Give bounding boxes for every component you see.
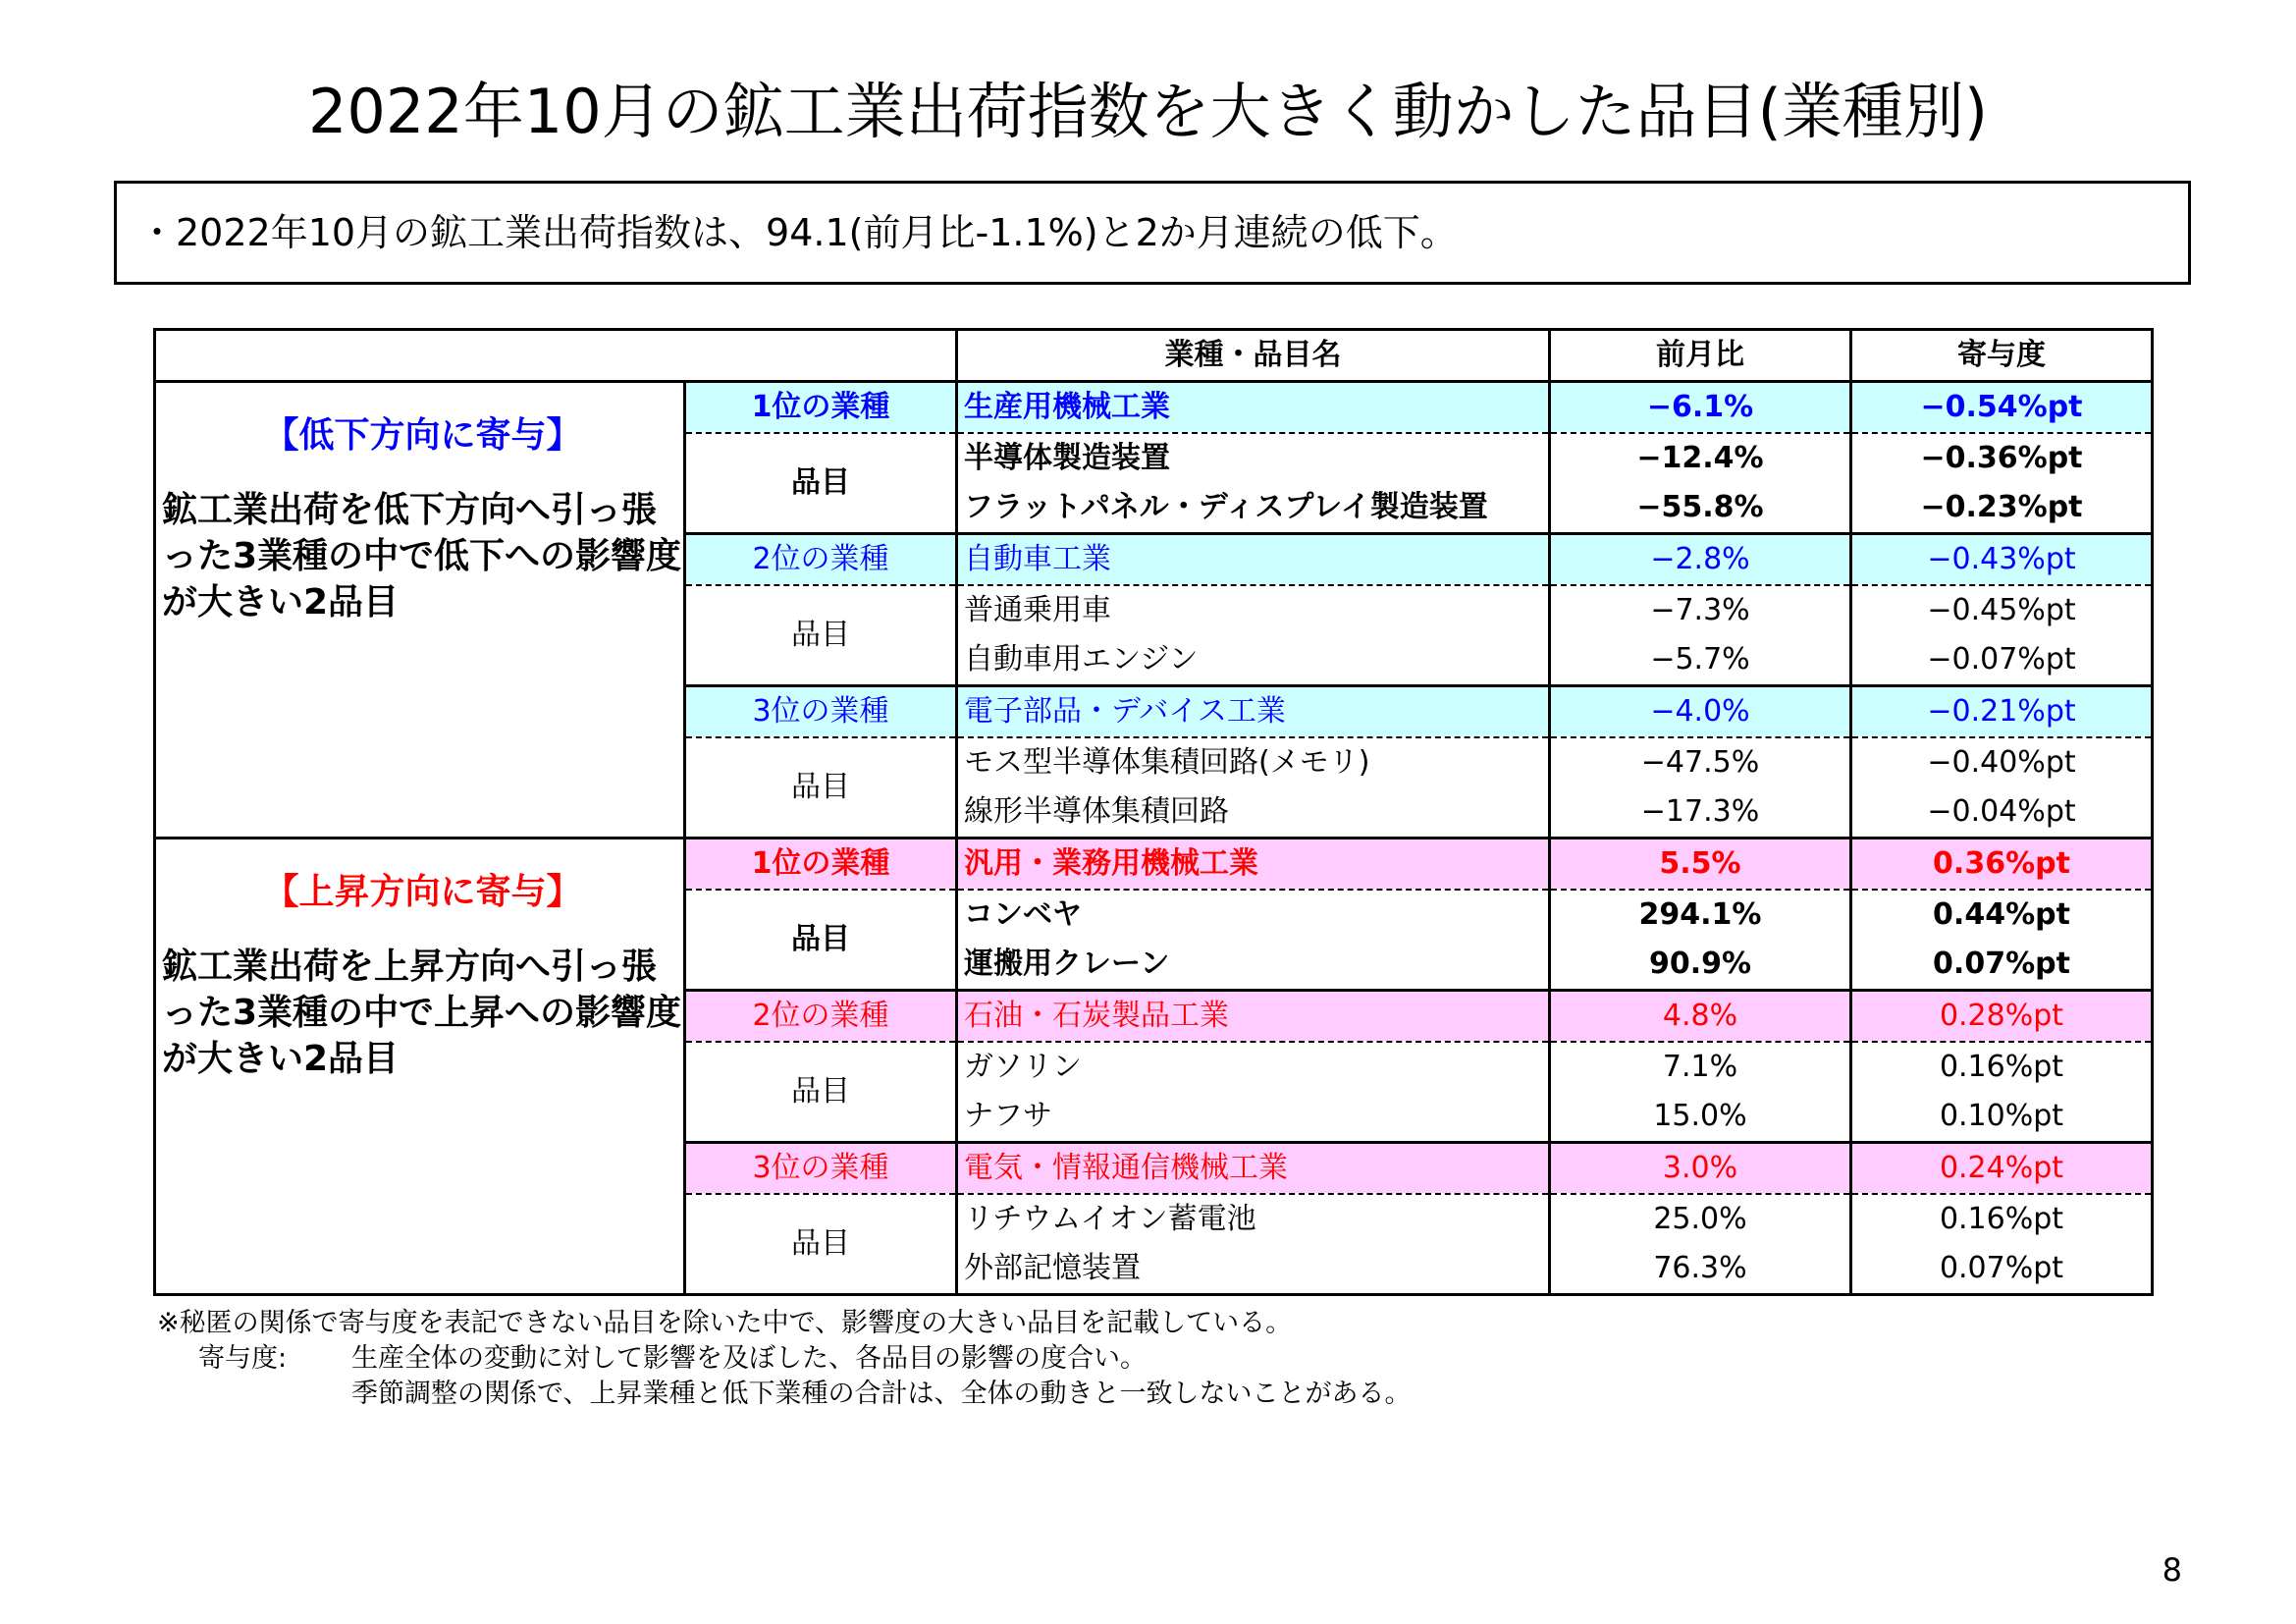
footnote-line-2: 生産全体の変動に対して影響を及ぼした、各品目の影響の度合い。 xyxy=(351,1343,1147,1374)
table-header-row xyxy=(155,330,2153,382)
industry-name: 電子部品・デバイス工業 xyxy=(957,686,1550,738)
item-mom: 7.1% xyxy=(1550,1042,1851,1092)
footnote-line-1: ※秘匿の関係で寄与度を表記できない品目を除いた中で、影響度の大きい品目を記載している。 xyxy=(157,1308,1293,1338)
industry-name: 生産用機械工業 xyxy=(957,382,1550,434)
item-contrib: 0.16%pt xyxy=(1851,1194,2153,1244)
rank-label: 3位の業種 xyxy=(685,686,957,738)
item-mom: −5.7% xyxy=(1550,635,1851,686)
page-title: 2022年10月の鉱工業出荷指数を大きく動かした品目(業種別) xyxy=(307,76,1989,147)
item-name: 線形半導体集積回路 xyxy=(957,787,1550,839)
footnotes xyxy=(157,1306,1411,1412)
header-empty-cell xyxy=(155,330,957,382)
item-name: ガソリン xyxy=(957,1042,1550,1092)
items-label: 品目 xyxy=(685,1194,957,1295)
header-contrib: 寄与度 xyxy=(1851,330,2153,382)
section-up xyxy=(155,839,685,1295)
header-name: 業種・品目名 xyxy=(957,330,1550,382)
industry-contrib: 0.24%pt xyxy=(1851,1143,2153,1195)
items-label: 品目 xyxy=(685,737,957,839)
item-contrib: 0.16%pt xyxy=(1851,1042,2153,1092)
item-name: コンベヤ xyxy=(957,890,1550,940)
section-heading: 【上昇方向に寄与】 xyxy=(263,872,582,912)
section-description: 鉱工業出荷を低下方向へ引っ張った3業種の中で低下への影響度が大きい2品目 xyxy=(162,490,682,623)
page-number: 8 xyxy=(2162,1551,2182,1589)
industry-contrib: −0.21%pt xyxy=(1851,686,2153,738)
item-contrib: −0.45%pt xyxy=(1851,585,2153,635)
contribution-table xyxy=(153,328,2154,1296)
industry-mom: −6.1% xyxy=(1550,382,1851,434)
industry-mom: 3.0% xyxy=(1550,1143,1851,1195)
item-mom: 90.9% xyxy=(1550,940,1851,991)
item-mom: 294.1% xyxy=(1550,890,1851,940)
industry-contrib: −0.43%pt xyxy=(1851,534,2153,586)
industry-mom: 5.5% xyxy=(1550,839,1851,891)
items-label: 品目 xyxy=(685,433,957,534)
item-name: フラットパネル・ディスプレイ製造装置 xyxy=(957,483,1550,534)
rank-label: 1位の業種 xyxy=(685,382,957,434)
industry-name: 自動車工業 xyxy=(957,534,1550,586)
industry-name: 石油・石炭製品工業 xyxy=(957,991,1550,1043)
item-contrib: 0.07%pt xyxy=(1851,1244,2153,1295)
industry-mom: −2.8% xyxy=(1550,534,1851,586)
item-mom: 15.0% xyxy=(1550,1092,1851,1143)
item-name: ナフサ xyxy=(957,1092,1550,1143)
item-name: リチウムイオン蓄電池 xyxy=(957,1194,1550,1244)
industry-mom: 4.8% xyxy=(1550,991,1851,1043)
item-contrib: −0.07%pt xyxy=(1851,635,2153,686)
item-name: 外部記憶装置 xyxy=(957,1244,1550,1295)
item-contrib: −0.40%pt xyxy=(1851,737,2153,787)
item-mom: 25.0% xyxy=(1550,1194,1851,1244)
item-mom: −12.4% xyxy=(1550,433,1851,483)
item-name: 運搬用クレーン xyxy=(957,940,1550,991)
industry-row xyxy=(155,839,2153,891)
items-label: 品目 xyxy=(685,890,957,991)
section-down xyxy=(155,382,685,839)
item-mom: −47.5% xyxy=(1550,737,1851,787)
industry-mom: −4.0% xyxy=(1550,686,1851,738)
industry-name: 電気・情報通信機械工業 xyxy=(957,1143,1550,1195)
item-mom: −7.3% xyxy=(1550,585,1851,635)
header-mom: 前月比 xyxy=(1550,330,1851,382)
industry-contrib: 0.36%pt xyxy=(1851,839,2153,891)
industry-name: 汎用・業務用機械工業 xyxy=(957,839,1550,891)
footnote-label: 寄与度: xyxy=(198,1343,288,1374)
industry-contrib: −0.54%pt xyxy=(1851,382,2153,434)
item-contrib: 0.07%pt xyxy=(1851,940,2153,991)
rank-label: 2位の業種 xyxy=(685,534,957,586)
items-label: 品目 xyxy=(685,1042,957,1143)
item-contrib: −0.04%pt xyxy=(1851,787,2153,839)
item-contrib: 0.10%pt xyxy=(1851,1092,2153,1143)
summary-box: ・2022年10月の鉱工業出荷指数は、94.1(前月比-1.1%)と2か月連続の低下。 xyxy=(114,181,2191,285)
item-name: モス型半導体集積回路(メモリ) xyxy=(957,737,1550,787)
industry-contrib: 0.28%pt xyxy=(1851,991,2153,1043)
item-contrib: −0.36%pt xyxy=(1851,433,2153,483)
item-contrib: −0.23%pt xyxy=(1851,483,2153,534)
item-mom: 76.3% xyxy=(1550,1244,1851,1295)
section-heading: 【低下方向に寄与】 xyxy=(263,415,582,456)
item-name: 普通乗用車 xyxy=(957,585,1550,635)
section-description: 鉱工業出荷を上昇方向へ引っ張った3業種の中で上昇への影響度が大きい2品目 xyxy=(162,947,682,1079)
item-contrib: 0.44%pt xyxy=(1851,890,2153,940)
footnote-line-3: 季節調整の関係で、上昇業種と低下業種の合計は、全体の動きと一致しないことがある。 xyxy=(351,1379,1412,1409)
rank-label: 2位の業種 xyxy=(685,991,957,1043)
item-name: 半導体製造装置 xyxy=(957,433,1550,483)
item-mom: −17.3% xyxy=(1550,787,1851,839)
rank-label: 3位の業種 xyxy=(685,1143,957,1195)
industry-row xyxy=(155,382,2153,434)
items-label: 品目 xyxy=(685,585,957,686)
item-name: 自動車用エンジン xyxy=(957,635,1550,686)
item-mom: −55.8% xyxy=(1550,483,1851,534)
rank-label: 1位の業種 xyxy=(685,839,957,891)
